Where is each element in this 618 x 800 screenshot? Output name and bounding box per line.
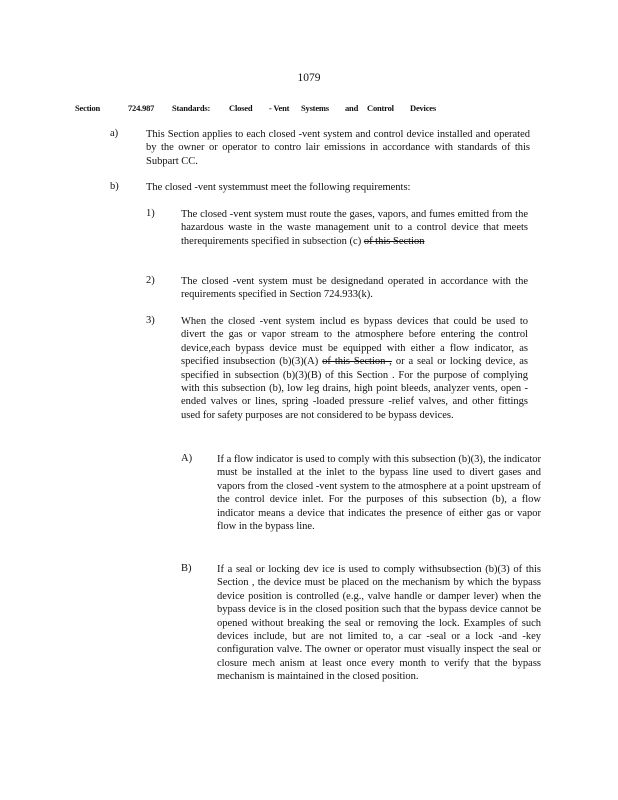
item-a-text: This Section applies to each closed -vent system and control device installed and operated by the owner or operator to contro lair emissions in accordance with standards of this Subpart CC. — [146, 129, 530, 167]
heading-title-word: Control — [367, 103, 394, 113]
item-2-text: The closed -vent system must be designedand operated in accordance with the requirements specified in Section 724.933(k). — [181, 276, 528, 301]
heading-title-word: and — [345, 103, 359, 113]
item-1-text — [181, 208, 528, 248]
item-1-deleted-text: of this Section — [363, 235, 425, 247]
item-3-text — [181, 315, 528, 422]
item-b-label: b) — [110, 181, 119, 192]
item-B-label: B) — [181, 563, 192, 574]
page-number: 1079 — [297, 72, 321, 84]
heading-title-word: Devices — [410, 103, 436, 113]
heading-title-word: Standards: — [172, 103, 211, 113]
item-1-label: 1) — [146, 208, 155, 219]
heading-title-word: Closed — [229, 103, 253, 113]
item-A-label: A) — [181, 453, 193, 464]
item-3-body-before: When the closed -vent system includ es bypass devices that could be used to divert the gas or vapor stream to the atmosphere before entering the control device,each bypass device must be equipped with either a flow indicator, as specified insubsection (b)(3)(A) — [181, 316, 528, 368]
section-heading — [75, 103, 436, 113]
item-3-body-after: or a seal or locking device, as specified in subsection (b)(3)(B) of this Section . For the purpose of complying with this subsection (b), low leg drains, high point bleeds, analyzer vents, open -ended valves or lines, spring -loaded pressure -relief valves, and other fittings used for safety purposes are not considered to be bypass devices. — [181, 356, 528, 421]
heading-title-word: Systems — [301, 103, 329, 113]
item-2-label: 2) — [146, 275, 155, 286]
item-3-deleted-text: of this Section , — [322, 356, 392, 368]
item-A-text: If a flow indicator is used to comply with this subsection (b)(3), the indicator must be installed at the inlet to the bypass line used to divert gases and vapors from the closed -vent system to the atmosphere at a point upstream of the control device inlet. For the purposes of this subsection (b), a flow indicator means a device that indicates the presence of either gas or vapor flow in the bypass line. — [217, 454, 541, 533]
item-a-label: a) — [110, 128, 119, 139]
item-3-label: 3) — [146, 315, 155, 326]
heading-title-word: - Vent — [269, 103, 290, 113]
item-B-text: If a seal or locking dev ice is used to comply withsubsection (b)(3) of this Section , the device must be placed on the mechanism by which the bypass device position is controlled (e.g., valve handle or damper lever) when the bypass device is in the closed position such that the bypass device cannot be opened without breaking the seal or removing the lock. Examples of such devices include, but are not limited to, a car -seal or a lock -and -key configuration valve. The owner or operator must visually inspect the seal or closure mech anism at least once every month to verify that the bypass mechanism is maintained in the closed position. — [217, 564, 541, 683]
heading-section-number: 724.987 — [128, 103, 155, 113]
item-1-body: The closed -vent system must route the gases, vapors, and fumes emitted from the hazardous waste in the waste management unit to a control device that meets therequirements specified in subsection (c) — [181, 209, 528, 247]
heading-section-word: Section — [75, 103, 101, 113]
item-b-text: The closed -vent systemmust meet the following requirements: — [146, 182, 411, 193]
